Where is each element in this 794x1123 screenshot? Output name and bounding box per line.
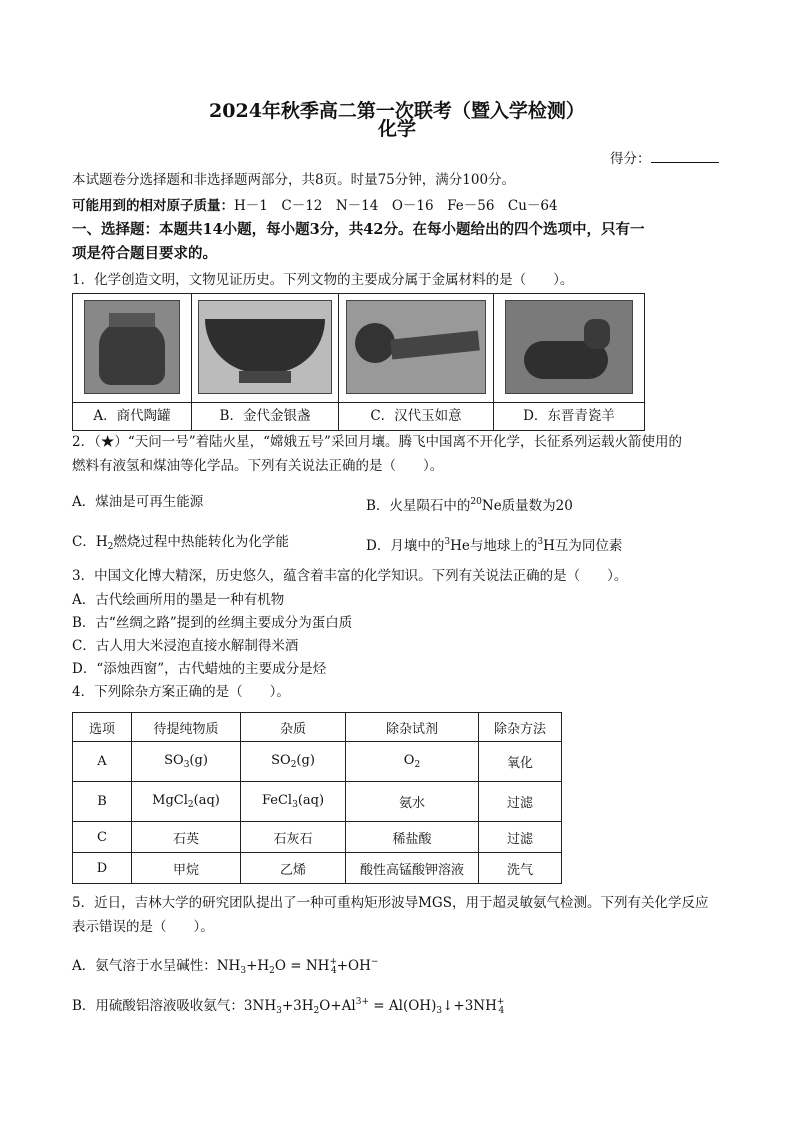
q3-option-c[interactable]: C．古人用大米浸泡直接水解制得米酒 <box>72 638 299 654</box>
q2-b-text: B．火星陨石中的 <box>366 498 471 514</box>
q3-option-d[interactable]: D．“添烛西窗”，古代蜡烛的主要成分是烃 <box>72 661 327 677</box>
table-row[interactable] <box>73 782 562 822</box>
gold-silver-cup-image <box>198 300 332 394</box>
q2-option-a[interactable]: A．煤油是可再生能源 <box>72 494 204 510</box>
table-row[interactable] <box>73 742 562 782</box>
q4-row-a-reagent: $O_2$ <box>346 742 479 782</box>
q4-row-b-reagent: 氨水 <box>346 782 479 822</box>
q4-row-c-impurity: 石灰石 <box>241 822 346 853</box>
q1-option-c[interactable] <box>339 294 494 431</box>
celadon-sheep-image <box>505 300 633 394</box>
q4-row-d-method: 洗气 <box>479 853 562 884</box>
q5-stem-line2: 表示错误的是（ ）。 <box>72 919 214 935</box>
q4-row-a-impurity: $SO_2(g)$ <box>241 742 346 782</box>
q4-table <box>72 712 562 884</box>
q2-d-text3: H互为同位素 <box>543 538 623 554</box>
q1-option-b[interactable] <box>192 294 339 431</box>
table-row[interactable] <box>73 822 562 853</box>
q4-col-substance: 待提纯物质 <box>132 713 241 742</box>
pottery-jar-image <box>84 300 180 394</box>
q2-c-sub: 2 <box>107 542 114 552</box>
section1-header-cont: 项是符合题目要求的。 <box>72 245 217 262</box>
q5-stem-line1: 5．近日，吉林大学的研究团队提出了一种可重构矩形波导MGS，用于超灵敏氨气检测。下列有关化学反应 <box>72 895 709 911</box>
q2-stem-line1: 2．（★）“天问一号”着陆火星，“嫦娥五号”采回月壤。腾飞中国离不开化学，长征系列运载火箭使用的 <box>72 434 682 450</box>
score-blank[interactable] <box>651 148 719 163</box>
q1-option-d-label: D．东晋青瓷羊 <box>494 402 644 429</box>
q2-c-text: C．H <box>72 534 108 550</box>
q2-b-text2: Ne质量数为20 <box>481 498 573 514</box>
q4-col-reagent: 除杂试剂 <box>346 713 479 742</box>
score-label: 得分： <box>610 151 651 167</box>
q4-col-method: 除杂方法 <box>479 713 562 742</box>
q1-artifact-table <box>72 293 645 431</box>
q4-stem: 4．下列除杂方案正确的是（ ）。 <box>72 684 290 700</box>
atomic-mass-line <box>72 196 558 216</box>
q3-option-b[interactable]: B．古“丝绸之路”提到的丝绸主要成分为蛋白质 <box>72 615 353 631</box>
jade-ruyi-image <box>346 300 486 394</box>
q4-col-option: 选项 <box>73 713 132 742</box>
q4-row-c-substance: 石英 <box>132 822 241 853</box>
q2-d-text: D．月壤中的 <box>366 538 445 554</box>
q3-option-a[interactable]: A．古代绘画所用的墨是一种有机物 <box>72 592 285 608</box>
q1-option-c-label: C．汉代玉如意 <box>339 402 493 429</box>
q2-option-d[interactable] <box>366 532 622 556</box>
q4-row-c-reagent: 稀盐酸 <box>346 822 479 853</box>
q2-b-sup: 20 <box>470 497 482 507</box>
q2-d-sup2: 3 <box>537 537 544 547</box>
q2-d-text2: He与地球上的 <box>450 538 538 554</box>
exam-title: 2024年秋季高二第一次联考（暨入学检测） <box>209 100 585 122</box>
q4-row-b-method: 过滤 <box>479 782 562 822</box>
q4-row-d-substance: 甲烷 <box>132 853 241 884</box>
q1-option-a[interactable] <box>73 294 192 431</box>
q4-table-header <box>73 713 562 742</box>
q2-stem-line2: 燃料有液氢和煤油等化学品。下列有关说法正确的是（ ）。 <box>72 458 444 474</box>
q1-option-d[interactable] <box>494 294 645 431</box>
atomic-mass-values: H－1 C－12 N－14 O－16 Fe－56 Cu－64 <box>234 198 558 214</box>
q4-row-d-impurity: 乙烯 <box>241 853 346 884</box>
q4-row-c-method: 过滤 <box>479 822 562 853</box>
score-field[interactable] <box>610 147 719 167</box>
q4-row-d-option: D <box>73 853 132 884</box>
q4-row-b-option: B <box>73 782 132 822</box>
q2-d-sup1: 3 <box>444 537 451 547</box>
q4-row-a-method: 氧化 <box>479 742 562 782</box>
q5-option-b[interactable]: B．用硫酸铝溶液吸收氨气：$3NH_3+3H_2O+Al^{3+}$ = $Al(OH)_3↓+3NH^+_4$ <box>72 997 505 1016</box>
q1-stem: 1．化学创造文明，文物见证历史。下列文物的主要成分属于金属材料的是（ ）。 <box>72 272 574 288</box>
q4-row-b-substance: MgCl$_2$(aq) <box>132 782 241 822</box>
q4-row-c-option: C <box>73 822 132 853</box>
table-row[interactable] <box>73 853 562 884</box>
subject-title: 化学 <box>377 118 416 140</box>
atomic-mass-label: 可能用到的相对原子质量： <box>72 198 234 214</box>
q1-option-a-label: A．商代陶罐 <box>73 402 191 429</box>
q3-stem: 3．中国文化博大精深，历史悠久，蕴含着丰富的化学知识。下列有关说法正确的是（ ）。 <box>72 568 628 584</box>
q2-option-b[interactable] <box>366 492 573 516</box>
q4-row-a-option: A <box>73 742 132 782</box>
q1-option-b-label: B．金代金银盏 <box>192 402 338 429</box>
q4-row-a-substance: $SO_3(g)$ <box>132 742 241 782</box>
intro-line: 本试题卷分选择题和非选择题两部分，共8页。时量75分钟，满分100分。 <box>72 172 516 188</box>
q2-option-c[interactable] <box>72 532 289 557</box>
section1-header: 一、选择题：本题共14小题，每小题3分，共42分。在每小题给出的四个选项中，只有一 <box>72 221 645 238</box>
q5-option-a[interactable]: A．氨气溶于水呈碱性：$NH_3+H_2O = NH^+_4+OH^-$ <box>72 957 379 976</box>
q4-col-impurity: 杂质 <box>241 713 346 742</box>
q2-c-text2: 燃烧过程中热能转化为化学能 <box>113 534 289 550</box>
q4-row-d-reagent: 酸性高锰酸钾溶液 <box>346 853 479 884</box>
q4-row-b-impurity: FeCl$_3$(aq) <box>241 782 346 822</box>
